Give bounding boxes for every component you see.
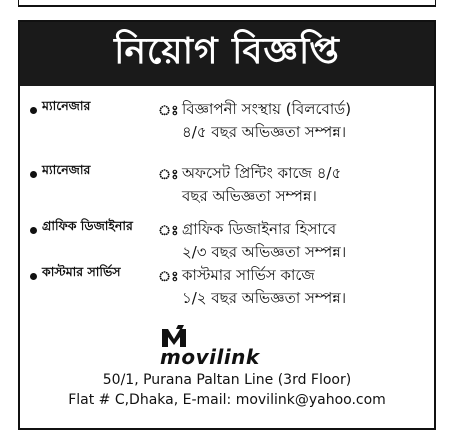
job-requirement [182,162,432,208]
movilink-logo-icon [160,325,188,347]
bullet-icon [30,273,37,280]
address-line: 50/1, Purana Paltan Line (3rd Floor) [102,372,352,388]
requirement-line: বছর অভিজ্ঞতা সম্পন্ন। [182,187,317,205]
job-advertisement [18,20,436,430]
separator: ঃ [158,223,179,239]
requirement-line: গ্রাফিক ডিজাইনার হিসাবে [182,220,337,238]
bullet-icon [30,171,37,178]
job-requirement [182,264,432,310]
ad-title: নিয়োগ বিজ্ঞপ্তি [20,22,434,86]
requirement-line: কাস্টমার সার্ভিস কাজে [182,266,315,284]
requirement-line: ২/৩ বছর অভিজ্ঞতা সম্পন্ন। [182,243,347,261]
job-position: ম্যানেজার [42,98,91,113]
job-listing [20,162,434,206]
requirement-line: ৪/৫ বছর অভিজ্ঞতা সম্পন্ন। [182,123,347,141]
job-requirement [182,98,432,144]
requirement-line: বিজ্ঞাপনী সংস্থায় (বিলবোর্ড) [182,100,352,118]
separator: ঃ [158,103,179,119]
separator: ঃ [158,167,179,183]
top-border [18,0,436,7]
company-name: movilink [160,345,260,369]
bullet-icon [30,227,37,234]
requirement-line: ১/২ বছর অভিজ্ঞতা সম্পন্ন। [182,289,347,307]
company-logo [160,325,310,369]
contact-line: Flat # C,Dhaka, E-mail: movilink@yahoo.com [68,392,386,408]
job-listing [20,264,434,308]
job-listing [20,218,434,262]
job-requirement [182,218,432,264]
separator: ঃ [158,269,179,285]
job-position: ম্যানেজার [42,162,91,177]
requirement-line: অফসেট প্রিন্টিং কাজে ৪/৫ [182,164,342,182]
job-listing [20,98,434,142]
bullet-icon [30,107,37,114]
job-position: কাস্টমার সার্ভিস [42,264,121,279]
job-position: গ্রাফিক ডিজাইনার [42,218,133,233]
